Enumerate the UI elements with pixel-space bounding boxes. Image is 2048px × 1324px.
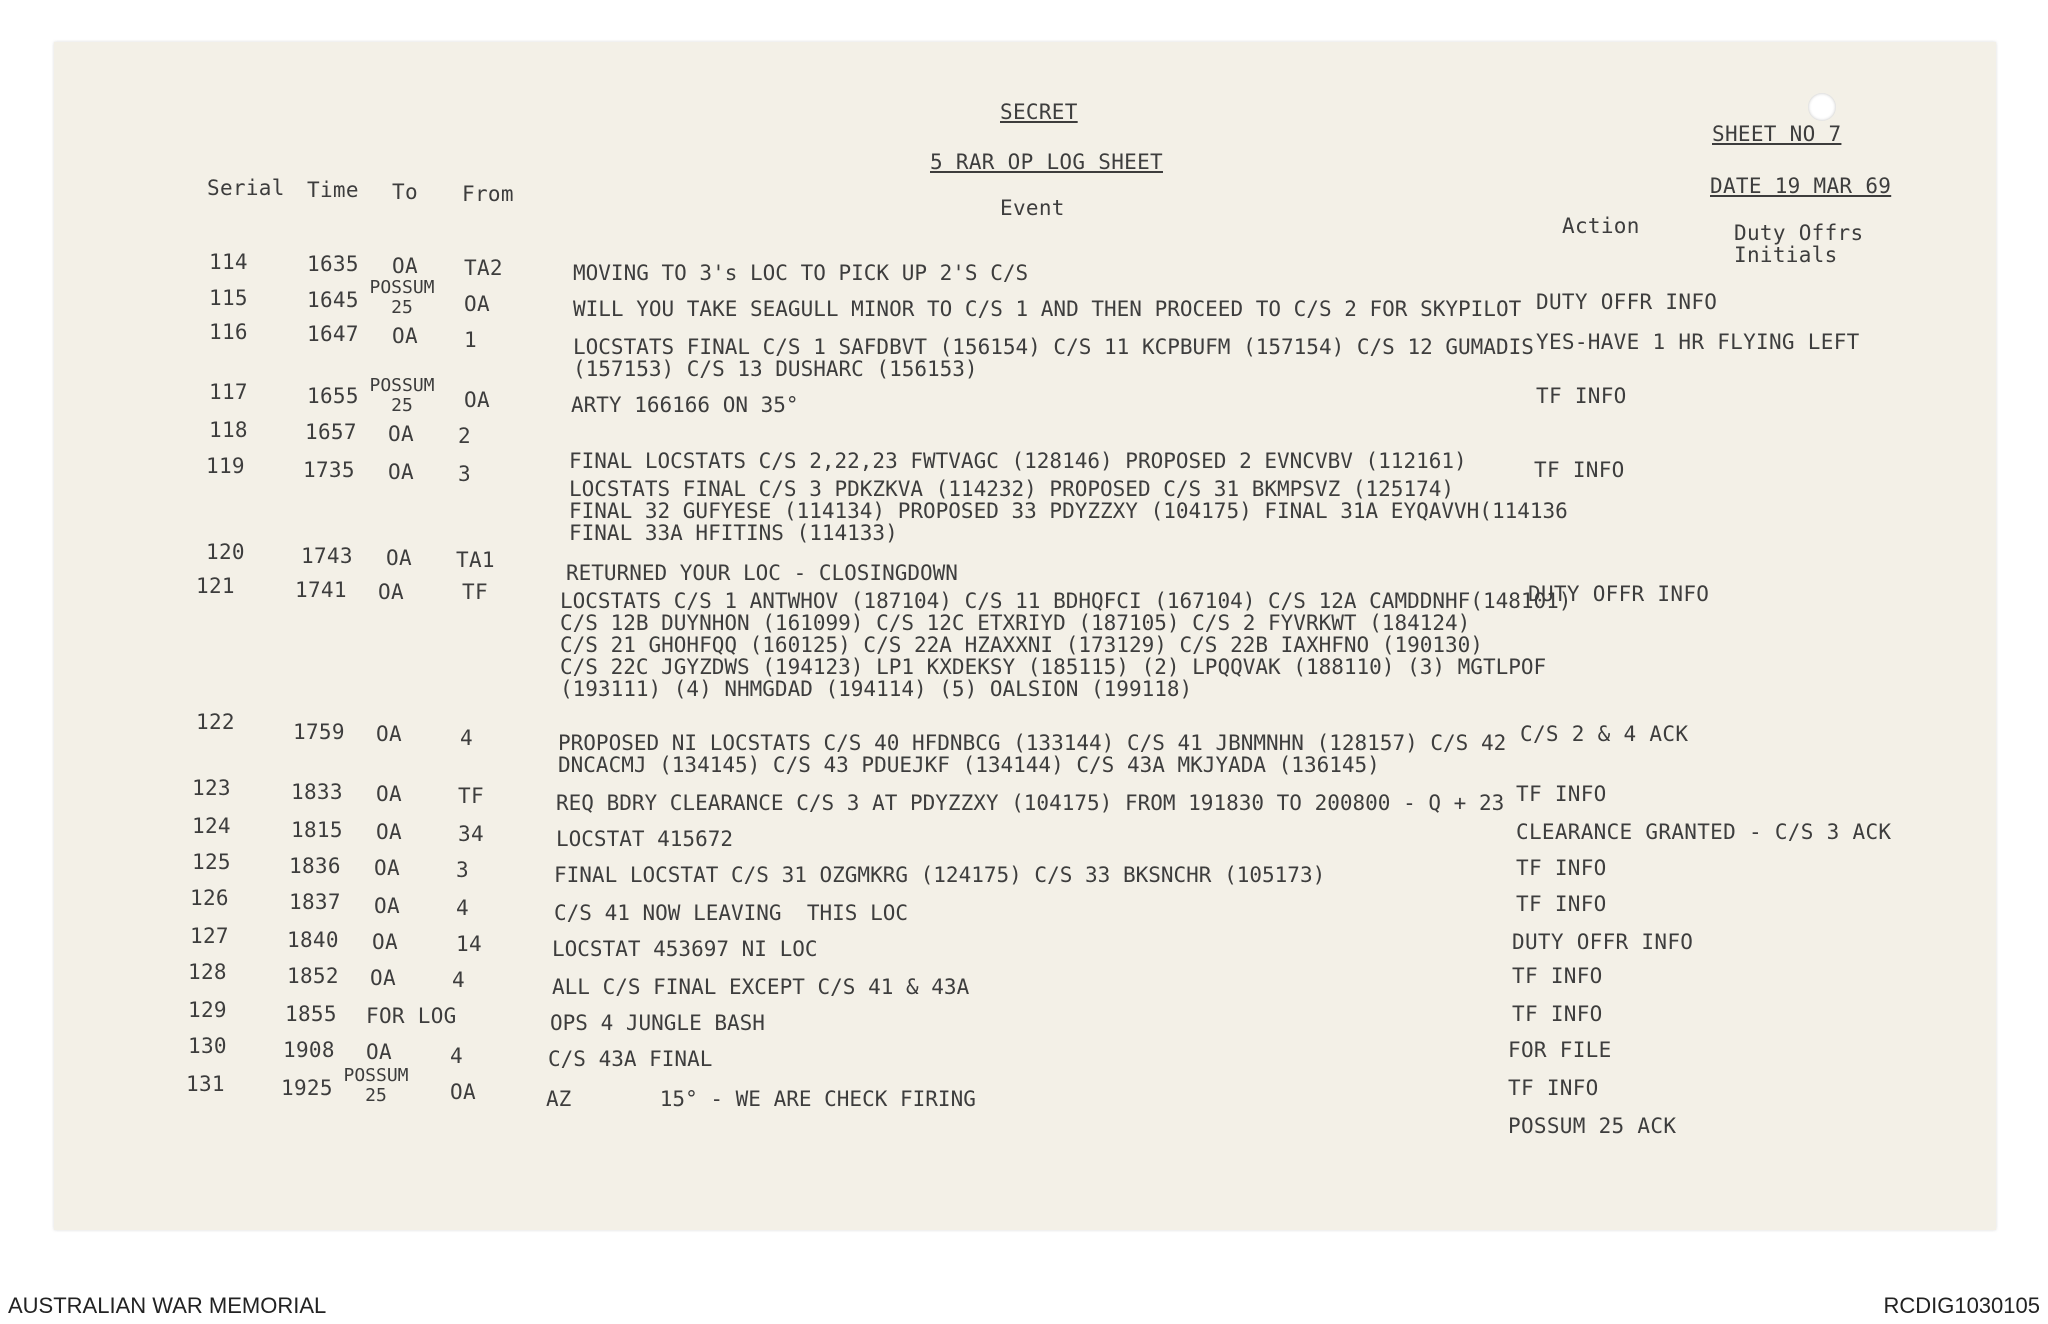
action-cell: DUTY OFFR INFO — [1512, 930, 1694, 954]
serial-cell: 121 — [196, 574, 235, 598]
from-cell: 1 — [464, 328, 477, 352]
time-cell: 1645 — [307, 288, 359, 312]
punch-hole — [1808, 93, 1836, 121]
from-cell: 4 — [450, 1044, 463, 1068]
column-header-serial: Serial — [207, 176, 285, 200]
action-cell: TF INFO — [1516, 892, 1607, 916]
time-cell: 1741 — [295, 578, 347, 602]
serial-cell: 119 — [206, 454, 245, 478]
action-cell: TF INFO — [1508, 1076, 1599, 1100]
sheet-date: DATE 19 MAR 69 — [1710, 174, 1892, 198]
to-cell: OA — [374, 894, 400, 918]
serial-cell: 124 — [192, 814, 231, 838]
column-header-from: From — [462, 182, 514, 206]
serial-cell: 122 — [196, 710, 235, 734]
action-cell: DUTY OFFR INFO — [1536, 290, 1718, 314]
to-cell: OA — [374, 856, 400, 880]
to-cell: OA — [376, 782, 402, 806]
from-cell: 3 — [458, 462, 471, 486]
time-cell: 1635 — [307, 252, 359, 276]
to-cell: OA — [386, 546, 412, 570]
action-cell: TF INFO — [1516, 856, 1607, 880]
to-cell: OA — [370, 966, 396, 990]
event-cell: ALL C/S FINAL EXCEPT C/S 41 & 43A — [552, 975, 970, 999]
column-header-initials: Duty Offrs Initials — [1734, 221, 1864, 267]
serial-cell: 118 — [209, 418, 248, 442]
serial-cell: 114 — [209, 250, 248, 274]
event-cell: LOCSTAT 453697 NI LOC — [552, 937, 818, 961]
serial-cell: 116 — [209, 320, 248, 344]
time-cell: 1852 — [287, 964, 339, 988]
time-cell: 1833 — [291, 780, 343, 804]
action-cell: TF INFO — [1512, 964, 1603, 988]
to-cell: FOR LOG — [366, 1004, 457, 1028]
time-cell: 1743 — [301, 544, 353, 568]
from-cell: TA2 — [464, 256, 503, 280]
sheet-number: SHEET NO 7 — [1712, 122, 1842, 146]
event-cell: C/S 41 NOW LEAVING THIS LOC — [554, 901, 909, 925]
to-cell: OA — [392, 254, 418, 278]
classification-marking: SECRET — [1000, 100, 1078, 124]
event-cell: WILL YOU TAKE SEAGULL MINOR TO C/S 1 AND THEN PROCEED TO C/S 2 FOR SKYPILOT — [573, 297, 1522, 321]
action-cell: TF INFO — [1516, 782, 1607, 806]
action-cell: YES-HAVE 1 HR FLYING LEFT — [1536, 330, 1860, 354]
column-header-action: Action — [1562, 214, 1640, 238]
serial-cell: 115 — [209, 286, 248, 310]
to-cell: OA — [376, 722, 402, 746]
column-header-to: To — [392, 180, 418, 204]
action-cell: DUTY OFFR INFO — [1528, 582, 1710, 606]
to-cell: POSSUM 25 — [369, 375, 435, 416]
event-cell: PROPOSED NI LOCSTATS C/S 40 HFDNBCG (133144) C/S 41 JBNMNHN (128157) C/S 42 DNCACMJ (134145) C/S 43 PDUEJKF (134144) C/S 43A MKJYADA (136145) — [558, 731, 1507, 777]
event-cell: OPS 4 JUNGLE BASH — [550, 1011, 765, 1035]
from-cell: 2 — [458, 424, 471, 448]
footer-institution: AUSTRALIAN WAR MEMORIAL — [8, 1293, 327, 1318]
serial-cell: 129 — [188, 998, 227, 1022]
document-title: 5 RAR OP LOG SHEET — [930, 150, 1163, 174]
serial-cell: 126 — [190, 886, 229, 910]
event-cell: LOCSTAT 415672 — [556, 827, 734, 851]
serial-cell: 117 — [209, 380, 248, 404]
serial-cell: 125 — [192, 850, 231, 874]
to-cell: OA — [366, 1040, 392, 1064]
from-cell: 4 — [452, 968, 465, 992]
action-cell: C/S 2 & 4 ACK — [1520, 722, 1689, 746]
time-cell: 1837 — [289, 890, 341, 914]
time-cell: 1855 — [285, 1002, 337, 1026]
to-cell: OA — [372, 930, 398, 954]
to-cell: OA — [392, 324, 418, 348]
serial-cell: 120 — [206, 540, 245, 564]
serial-cell: 127 — [190, 924, 229, 948]
from-cell: 34 — [458, 822, 484, 846]
from-cell: 3 — [456, 858, 469, 882]
to-cell: OA — [388, 460, 414, 484]
action-cell: TF INFO — [1534, 458, 1625, 482]
serial-cell: 130 — [188, 1034, 227, 1058]
time-cell: 1840 — [287, 928, 339, 952]
from-cell: 14 — [456, 932, 482, 956]
event-cell: MOVING TO 3's LOC TO PICK UP 2'S C/S — [573, 261, 1029, 285]
event-cell: ARTY 166166 ON 35° — [571, 393, 799, 417]
serial-cell: 123 — [192, 776, 231, 800]
event-cell: LOCSTATS FINAL C/S 3 PDKZKVA (114232) PROPOSED C/S 31 BKMPSVZ (125174) FINAL 32 GUFYESE (114134) PROPOSED 33 PDYZZXY (104175) FINAL 31A EYQAVVH(114136 FINAL 33A HFITINS (114133) — [569, 477, 1568, 545]
event-cell: RETURNED YOUR LOC - CLOSINGDOWN — [566, 561, 958, 585]
event-cell: AZ 15° - WE ARE CHECK FIRING — [546, 1087, 976, 1111]
action-cell: TF INFO — [1536, 384, 1627, 408]
from-cell: 4 — [456, 896, 469, 920]
event-cell: FINAL LOCSTATS C/S 2,22,23 FWTVAGC (128146) PROPOSED 2 EVNCVBV (112161) — [569, 449, 1467, 473]
from-cell: OA — [450, 1080, 476, 1104]
time-cell: 1647 — [307, 322, 359, 346]
time-cell: 1657 — [305, 420, 357, 444]
time-cell: 1925 — [281, 1076, 333, 1100]
from-cell: TF — [458, 784, 484, 808]
trailing-action-note: POSSUM 25 ACK — [1508, 1114, 1677, 1138]
event-cell: LOCSTATS C/S 1 ANTWHOV (187104) C/S 11 BDHQFCI (167104) C/S 12A CAMDDNHF(148101) C/S 12B DUYNHON (161099) C/S 12C ETXRIYD (187105) C/S 2 FYVRKWT (184124) C/S 21 GHOHFQQ (160125) C/S 22A HZAXXNI (173129) C/S 22B IAXHFNO (190130) C/S 22C JGYZDWS (194123) LP1 KXDEKSY (185115) (2) LPQQVAK (188110) (3) MGTLPOF (193111) (4) NHMGDAD (194114) (5) OALSION (199118) — [560, 589, 1572, 701]
from-cell: 4 — [460, 726, 473, 750]
event-cell: FINAL LOCSTAT C/S 31 OZGMKRG (124175) C/S 33 BKSNCHR (105173) — [554, 863, 1326, 887]
time-cell: 1815 — [291, 818, 343, 842]
serial-cell: 131 — [186, 1072, 225, 1096]
event-cell: LOCSTATS FINAL C/S 1 SAFDBVT (156154) C/S 11 KCPBUFM (157154) C/S 12 GUMADIS (157153) C/S 13 DUSHARC (156153) — [573, 335, 1534, 381]
from-cell: TF — [462, 580, 488, 604]
event-cell: C/S 43A FINAL — [548, 1047, 713, 1071]
to-cell: POSSUM 25 — [343, 1065, 409, 1106]
column-header-event: Event — [1000, 196, 1065, 220]
to-cell: OA — [376, 820, 402, 844]
time-cell: 1735 — [303, 458, 355, 482]
to-cell: OA — [388, 422, 414, 446]
column-header-time: Time — [307, 178, 359, 202]
event-cell: REQ BDRY CLEARANCE C/S 3 AT PDYZZXY (104175) FROM 191830 TO 200800 - Q + 23 — [556, 791, 1505, 815]
action-cell: FOR FILE — [1508, 1038, 1612, 1062]
time-cell: 1655 — [307, 384, 359, 408]
serial-cell: 128 — [188, 960, 227, 984]
time-cell: 1908 — [283, 1038, 335, 1062]
time-cell: 1836 — [289, 854, 341, 878]
from-cell: OA — [464, 388, 490, 412]
to-cell: OA — [378, 580, 404, 604]
from-cell: OA — [464, 292, 490, 316]
action-cell: CLEARANCE GRANTED - C/S 3 ACK — [1516, 820, 1892, 844]
time-cell: 1759 — [293, 720, 345, 744]
footer-identifier: RCDIG1030105 — [1883, 1293, 2040, 1318]
to-cell: POSSUM 25 — [369, 277, 435, 318]
action-cell: TF INFO — [1512, 1002, 1603, 1026]
from-cell: TA1 — [456, 548, 495, 572]
